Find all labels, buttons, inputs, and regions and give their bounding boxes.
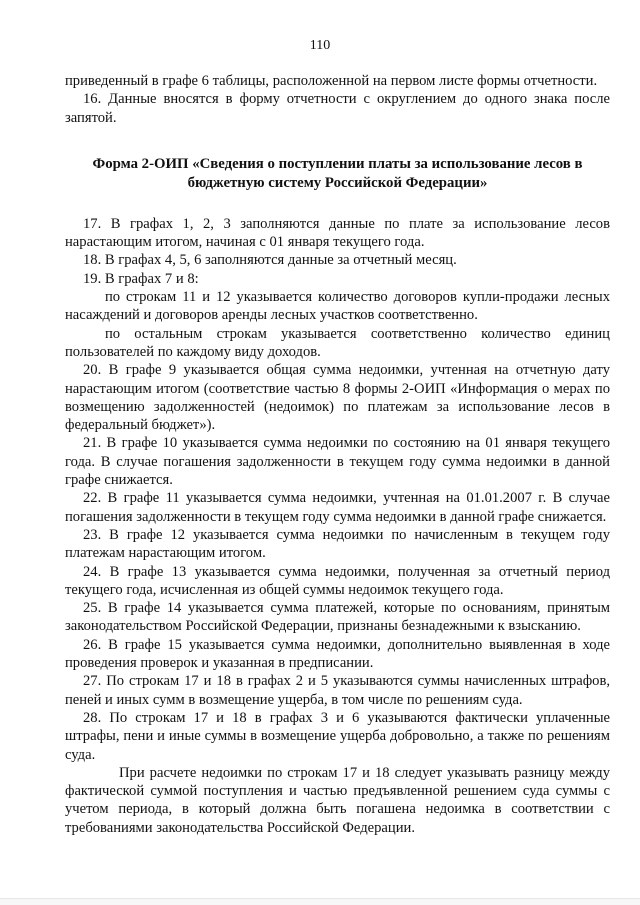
paragraph-25: 25. В графе 14 указывается сумма платежей, которые по основаниям, принятым законодательством Российской Федерации, признаны безнадежными к взысканию. bbox=[65, 600, 610, 635]
paragraph-28-note: При расчете недоимки по строкам 17 и 18 следует указывать разницу между фактической суммой поступления и частью предъявленной решением суда суммы с учетом периода, в который должна быть погашена недоимка в соответствии с требованиями законодательства Российской Федерации. bbox=[65, 764, 610, 836]
paragraph-23: 23. В графе 12 указывается сумма недоимки по начисленным в текущем году платежам нарастающим итогом. bbox=[65, 526, 610, 562]
paragraph-26: 26. В графе 15 указывается сумма недоимки, дополнительно выявленная в ходе проведения проверок и указанная в предписании. bbox=[65, 636, 610, 672]
paragraph-17: 17. В графах 1, 2, 3 заполняются данные по плате за использование лесов нарастающим итогом, начиная с 01 января текущего года. bbox=[65, 215, 610, 251]
paragraph-16: 16. Данные вносятся в форму отчетности с округлением до одного знака после запятой. bbox=[65, 91, 610, 126]
paragraph-24: 24. В графе 13 указывается сумма недоимки, полученная за отчетный период текущего года, исчисленная из общей суммы недоимок текущего года. bbox=[65, 563, 610, 598]
paragraph-continuation: приведенный в графе 6 таблицы, расположенной на первом листе формы отчетности. bbox=[65, 73, 598, 89]
paragraph-21: 21. В графе 10 указывается сумма недоимки по состоянию на 01 января текущего года. В случае погашения задолженности в текущем году сумма недоимки в данной графе снижается. bbox=[65, 435, 610, 489]
document-body bbox=[65, 72, 610, 837]
paragraph-28: 28. По строкам 17 и 18 в графах 3 и 6 указываются фактически уплаченные штрафы, пени и иные суммы в возмещение ущерба добровольно, а также по решениям суда. bbox=[65, 709, 610, 763]
scan-bottom-edge bbox=[0, 898, 640, 905]
paragraph-19-rows-11-12: по строкам 11 и 12 указывается количество договоров купли-продажи лесных насаждений и договоров аренды лесных участков соответственно. bbox=[65, 289, 610, 324]
page-number: 110 bbox=[309, 38, 331, 53]
paragraph-19-other-rows: по остальным строкам указывается соответственно количество единиц пользователей по каждому виду доходов. bbox=[65, 325, 610, 360]
paragraph-19: 19. В графах 7 и 8: bbox=[83, 270, 199, 287]
form-heading: Форма 2-ОИП «Сведения о поступлении платы за использование лесов в бюджетную систему Российской Федерации» bbox=[92, 155, 583, 191]
paragraph-18: 18. В графах 4, 5, 6 заполняются данные за отчетный месяц. bbox=[83, 252, 457, 269]
paragraph-27: 27. По строкам 17 и 18 в графах 2 и 5 указываются суммы начисленных штрафов, пеней и иных сумм в возмещение ущерба, в том числе по решениям суда. bbox=[65, 673, 610, 708]
paragraph-22: 22. В графе 11 указывается сумма недоимки, учтенная на 01.01.2007 г. В случае погашения задолженности в текущем году сумма недоимки в данной графе снижается. bbox=[65, 490, 610, 525]
paragraph-20: 20. В графе 9 указывается общая сумма недоимки, учтенная на отчетную дату нарастающим итогом (соответствие частью 8 формы 2-ОИП «Информация о мерах по возмещению задолженностей (недоимок) по платежам за использование лесов в федеральный бюджет»). bbox=[65, 362, 610, 434]
